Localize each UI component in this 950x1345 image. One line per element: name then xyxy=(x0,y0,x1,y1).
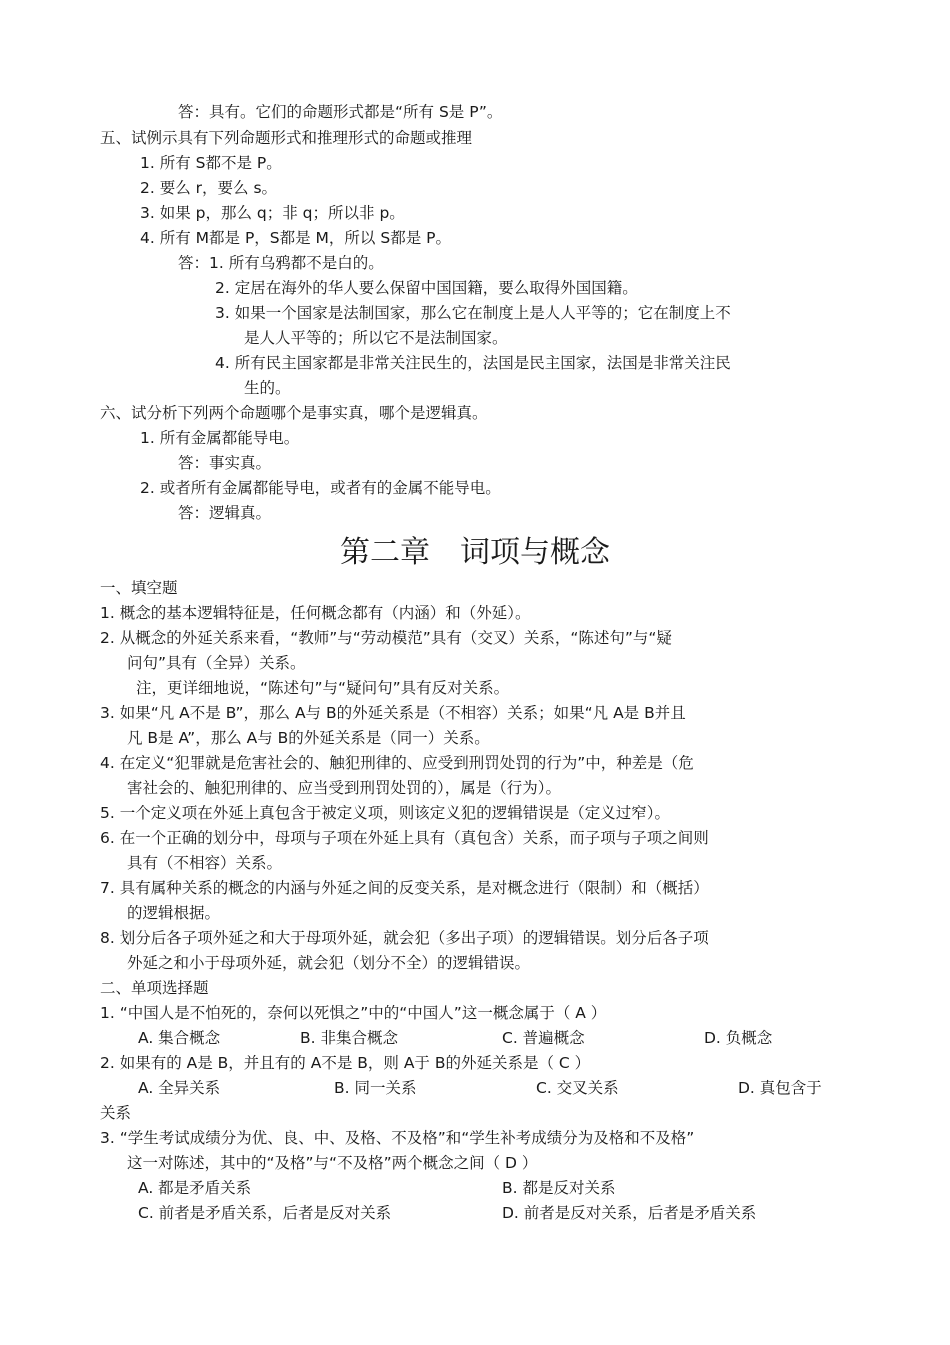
text-line: D. 真包含于 xyxy=(738,1079,822,1097)
text-line: 这一对陈述，其中的“及格”与“不及格”两个概念之间（ D ） xyxy=(127,1154,538,1172)
text-line: 问句”具有（全异）关系。 xyxy=(127,654,306,672)
text-line: B. 同一关系 xyxy=(334,1079,417,1097)
text-line: 害社会的、触犯刑律的、应当受到刑罚处罚的），属是（行为）。 xyxy=(127,779,562,797)
text-line: B. 都是反对关系 xyxy=(502,1179,616,1197)
text-line: 3. 如果一个国家是法制国家，那么它在制度上是人人平等的；它在制度上不 xyxy=(215,304,731,322)
text-line: 的逻辑根据。 xyxy=(127,904,221,922)
text-line: 5. 一个定义项在外延上真包含于被定义项，则该定义犯的逻辑错误是（定义过窄）。 xyxy=(100,804,670,822)
text-line: D. 负概念 xyxy=(704,1029,773,1047)
text-line: 4. 在定义“犯罪就是危害社会的、触犯刑律的、应受到刑罚处罚的行为”中，种差是（危 xyxy=(100,754,694,772)
text-line: 是人人平等的；所以它不是法制国家。 xyxy=(244,329,508,347)
text-line: 1. “中国人是不怕死的，奈何以死惧之”中的“中国人”这一概念属于（ A ） xyxy=(100,1004,607,1022)
text-line: 二、单项选择题 xyxy=(100,979,209,997)
text-line: 3. 如果 p，那么 q；非 q；所以非 p。 xyxy=(140,204,405,222)
text-line: 六、试分析下列两个命题哪个是事实真，哪个是逻辑真。 xyxy=(100,404,488,422)
text-line: 答：具有。它们的命题形式都是“所有 S是 P”。 xyxy=(178,103,503,121)
text-line: C. 前者是矛盾关系，后者是反对关系 xyxy=(138,1204,392,1222)
text-line: 3. “学生考试成绩分为优、良、中、及格、不及格”和“学生补考成绩分为及格和不及格” xyxy=(100,1129,695,1147)
text-line: 8. 划分后各子项外延之和大于母项外延，就会犯（多出子项）的逻辑错误。划分后各子项 xyxy=(100,929,709,947)
text-line: 注，更详细地说，“陈述句”与“疑问句”具有反对关系。 xyxy=(136,679,510,697)
text-line: 1. 所有 S都不是 P。 xyxy=(140,154,282,172)
text-line: 关系 xyxy=(100,1104,132,1122)
text-line: 五、试例示具有下列命题形式和推理形式的命题或推理 xyxy=(100,129,473,147)
text-line: 生的。 xyxy=(244,379,291,397)
text-line: C. 交叉关系 xyxy=(536,1079,619,1097)
text-line: 4. 所有 M都是 P，S都是 M，所以 S都是 P。 xyxy=(140,229,451,247)
chapter-title: 第二章 词项与概念 xyxy=(340,535,610,570)
text-line: 答：事实真。 xyxy=(178,454,272,472)
text-line: A. 集合概念 xyxy=(138,1029,221,1047)
text-line: 1. 所有金属都能导电。 xyxy=(140,429,300,447)
text-line: 1. 概念的基本逻辑特征是，任何概念都有（内涵）和（外延）。 xyxy=(100,604,531,622)
text-line: A. 全异关系 xyxy=(138,1079,221,1097)
text-line: 一、填空题 xyxy=(100,579,178,597)
text-line: 外延之和小于母项外延，就会犯（划分不全）的逻辑错误。 xyxy=(127,954,531,972)
text-line: 2. 要么 r，要么 s。 xyxy=(140,179,278,197)
text-line: 6. 在一个正确的划分中，母项与子项在外延上具有（真包含）关系，而子项与子项之间则 xyxy=(100,829,709,847)
text-line: 答：1. 所有乌鸦都不是白的。 xyxy=(178,254,384,272)
text-line: 具有（不相容）关系。 xyxy=(127,854,283,872)
text-line: 2. 从概念的外延关系来看，“教师”与“劳动模范”具有（交叉）关系，“陈述句”与“疑 xyxy=(100,629,672,647)
text-line: B. 非集合概念 xyxy=(300,1029,398,1047)
text-line: 答：逻辑真。 xyxy=(178,504,272,522)
text-line: 7. 具有属种关系的概念的内涵与外延之间的反变关系，是对概念进行（限制）和（概括） xyxy=(100,879,709,897)
text-line: 4. 所有民主国家都是非常关注民生的，法国是民主国家，法国是非常关注民 xyxy=(215,354,731,372)
text-line: C. 普遍概念 xyxy=(502,1029,585,1047)
text-line: 凡 B是 A”，那么 A与 B的外延关系是（同一）关系。 xyxy=(127,729,490,747)
text-line: D. 前者是反对关系，后者是矛盾关系 xyxy=(502,1204,757,1222)
text-line: A. 都是矛盾关系 xyxy=(138,1179,252,1197)
text-line: 3. 如果“凡 A不是 B”，那么 A与 B的外延关系是（不相容）关系；如果“凡 A是 B并且 xyxy=(100,704,686,722)
text-line: 2. 定居在海外的华人要么保留中国国籍，要么取得外国国籍。 xyxy=(215,279,638,297)
text-line: 2. 如果有的 A是 B，并且有的 A不是 B，则 A于 B的外延关系是（ C ） xyxy=(100,1054,591,1072)
text-line: 2. 或者所有金属都能导电，或者有的金属不能导电。 xyxy=(140,479,501,497)
